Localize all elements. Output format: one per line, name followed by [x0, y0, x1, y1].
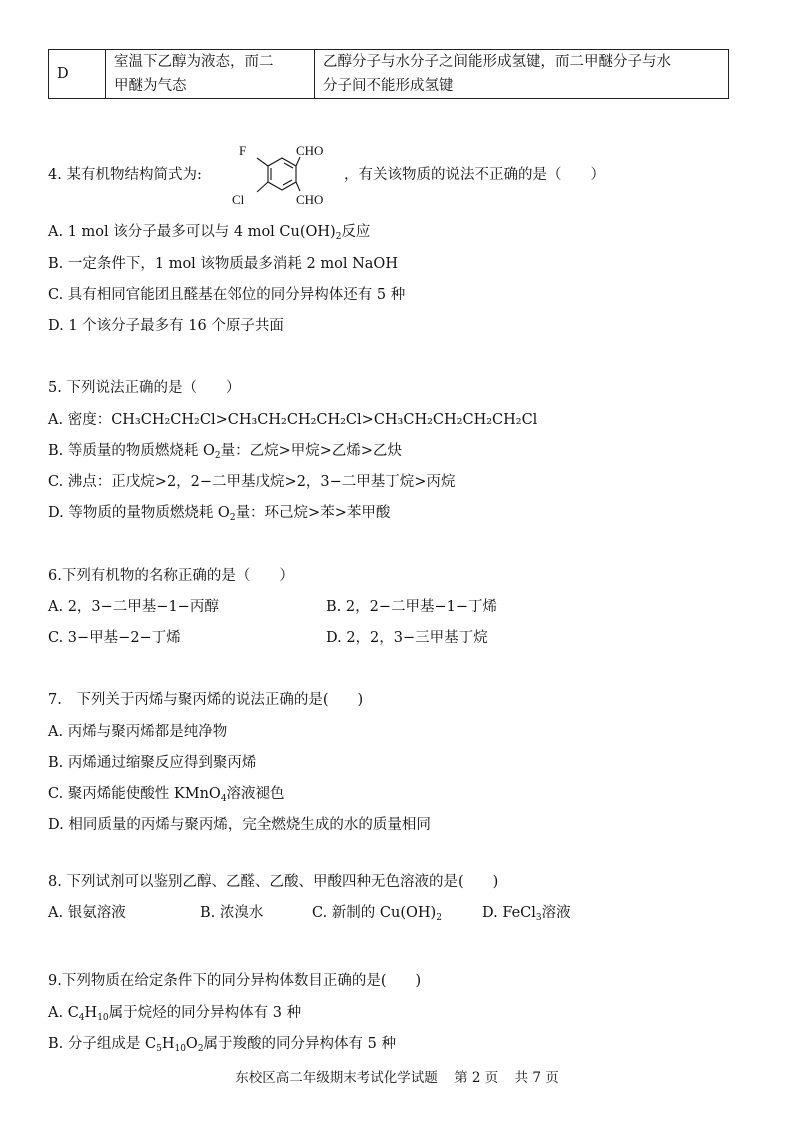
q5-option-d-text-end: 量：环己烷>苯>苯甲酸 — [235, 505, 391, 521]
q9-stem: 9.下列物质在给定条件下的同分异构体数目正确的是( ) — [48, 973, 422, 989]
q7-option-c-text: C. 聚丙烯能使酸性 KMnO — [48, 786, 221, 802]
q6-option-a: A. 2，3−二甲基−1−丙醇 — [48, 599, 219, 615]
q7-option-c — [48, 784, 285, 804]
table-cell-label — [49, 50, 106, 99]
q9-option-b-subscript-3: 2 — [197, 1044, 204, 1054]
q4-option-c: C. 具有相同官能团且醛基在邻位的同分异构体还有 5 种 — [48, 287, 406, 303]
benzene-ring — [257, 157, 300, 192]
phenomenon-line-2: 甲醚为气态 — [114, 78, 187, 94]
q9-option-b-subscript-1: 5 — [156, 1044, 162, 1054]
q4-option-a-subscript: 2 — [335, 232, 342, 242]
answer-table — [48, 49, 729, 99]
fluoro-substituent: F — [239, 143, 247, 158]
q5-option-b — [48, 441, 402, 461]
q8-option-b: B. 浓溴水 — [200, 905, 264, 921]
q8-option-d-subscript: 3 — [535, 913, 542, 923]
table-cell-explanation — [315, 50, 729, 99]
q4-option-a-text-end: 反应 — [341, 224, 371, 240]
q6-option-b: B. 2，2−二甲基−1−丁烯 — [326, 599, 497, 615]
q5-option-d — [48, 503, 390, 523]
q7-option-c-subscript: 4 — [220, 794, 227, 804]
explanation-line-1: 乙醇分子与水分子之间能形成氢键，而二甲醚分子与水 — [323, 54, 671, 70]
footer-exam-title: 东校区高二年级期末考试化学试题 — [235, 1070, 438, 1086]
q6-option-d: D. 2，2，3−三甲基丁烷 — [326, 630, 488, 646]
q9-option-b-text-2: H — [161, 1036, 175, 1052]
q5-stem: 5. 下列说法正确的是（ ） — [48, 380, 241, 396]
q8-stem: 8. 下列试剂可以鉴别乙醇、乙醛、乙酸、甲酸四种无色溶液的是( ) — [48, 874, 499, 890]
q9-option-a-subscript-2: 10 — [97, 1013, 109, 1023]
q7-option-c-text-end: 溶液褪色 — [226, 786, 285, 802]
q4-option-a — [48, 222, 370, 242]
phenomenon-line-1: 室温下乙醇为液态，而二 — [114, 54, 274, 70]
q9-option-b-text-4: 属于羧酸的同分异构体有 5 种 — [203, 1036, 396, 1052]
q9-option-b-subscript-2: 10 — [174, 1044, 186, 1054]
q9-option-a-subscript-1: 4 — [78, 1013, 85, 1023]
q8-option-d-text-end: 溶液 — [541, 905, 571, 921]
q9-option-a-text-1: A. C — [48, 1005, 79, 1021]
q9-option-b-text-3: O — [185, 1036, 198, 1052]
q5-option-a: A. 密度：CH₃CH₂CH₂Cl>CH₃CH₂CH₂CH₂Cl>CH₃CH₂CH₂CH₂CH₂Cl — [48, 412, 538, 428]
chloro-substituent: Cl — [232, 192, 245, 207]
q9-option-a-text-3: 属于烷烃的同分异构体有 3 种 — [108, 1005, 302, 1021]
q8-option-d — [482, 903, 571, 923]
q8-option-d-text: D. FeCl — [482, 905, 536, 921]
q5-option-b-text: B. 等质量的物质燃烧耗 O — [48, 443, 215, 459]
q7-option-a: A. 丙烯与聚丙烯都是纯净物 — [48, 724, 228, 740]
q5-option-d-subscript: 2 — [229, 513, 236, 523]
q5-option-c: C. 沸点：正戊烷>2，2−二甲基戊烷>2，3−二甲基丁烷>丙烷 — [48, 474, 456, 490]
footer-total-pages: 共 7 页 — [514, 1070, 559, 1086]
q6-option-c: C. 3−甲基−2−丁烯 — [48, 630, 181, 646]
aldehyde-bottom-substituent: CHO — [296, 192, 324, 207]
q7-option-b: B. 丙烯通过缩聚反应得到聚丙烯 — [48, 755, 257, 771]
q9-option-a-text-2: H — [84, 1005, 98, 1021]
q4-stem-suffix: ，有关该物质的说法不正确的是（ ） — [344, 167, 605, 183]
table-cell-phenomenon — [106, 50, 315, 99]
q4-option-b: B. 一定条件下，1 mol 该物质最多消耗 2 mol NaOH — [48, 256, 398, 272]
q7-stem: 7. 下列关于丙烯与聚丙烯的说法正确的是( ) — [48, 692, 364, 708]
q7-option-d: D. 相同质量的丙烯与聚丙烯，完全燃烧生成的水的质量相同 — [48, 817, 431, 833]
q5-option-b-text-end: 量：乙烷>甲烷>乙烯>乙炔 — [220, 443, 403, 459]
q4-option-d: D. 1 个该分子最多有 16 个原子共面 — [48, 318, 284, 334]
q8-option-c-text: C. 新制的 Cu(OH) — [312, 905, 437, 921]
q9-option-b — [48, 1034, 396, 1054]
q9-option-b-text-1: B. 分子组成是 C — [48, 1036, 157, 1052]
explanation-line-2: 分子间不能形成氢键 — [323, 78, 454, 94]
q5-option-b-subscript: 2 — [214, 451, 221, 461]
q8-option-c — [312, 903, 442, 923]
q6-stem: 6.下列有机物的名称正确的是（ ） — [48, 568, 294, 584]
footer-page-number: 第 2 页 — [454, 1070, 499, 1086]
aldehyde-top-substituent: CHO — [296, 143, 324, 158]
table-row — [49, 50, 729, 99]
q5-option-d-text: D. 等物质的量物质燃烧耗 O — [48, 505, 230, 521]
row-label: D — [57, 66, 69, 82]
benzene-structure-diagram — [222, 136, 342, 216]
q8-option-c-subscript: 2 — [436, 913, 442, 923]
q9-option-a — [48, 1003, 301, 1023]
q4-option-a-text: A. 1 mol 该分子最多可以与 4 mol Cu(OH) — [48, 224, 336, 240]
page-footer — [0, 1066, 794, 1086]
q4-stem-prefix: 4. 某有机物结构简式为: — [48, 167, 202, 183]
q8-option-a: A. 银氨溶液 — [48, 905, 126, 921]
